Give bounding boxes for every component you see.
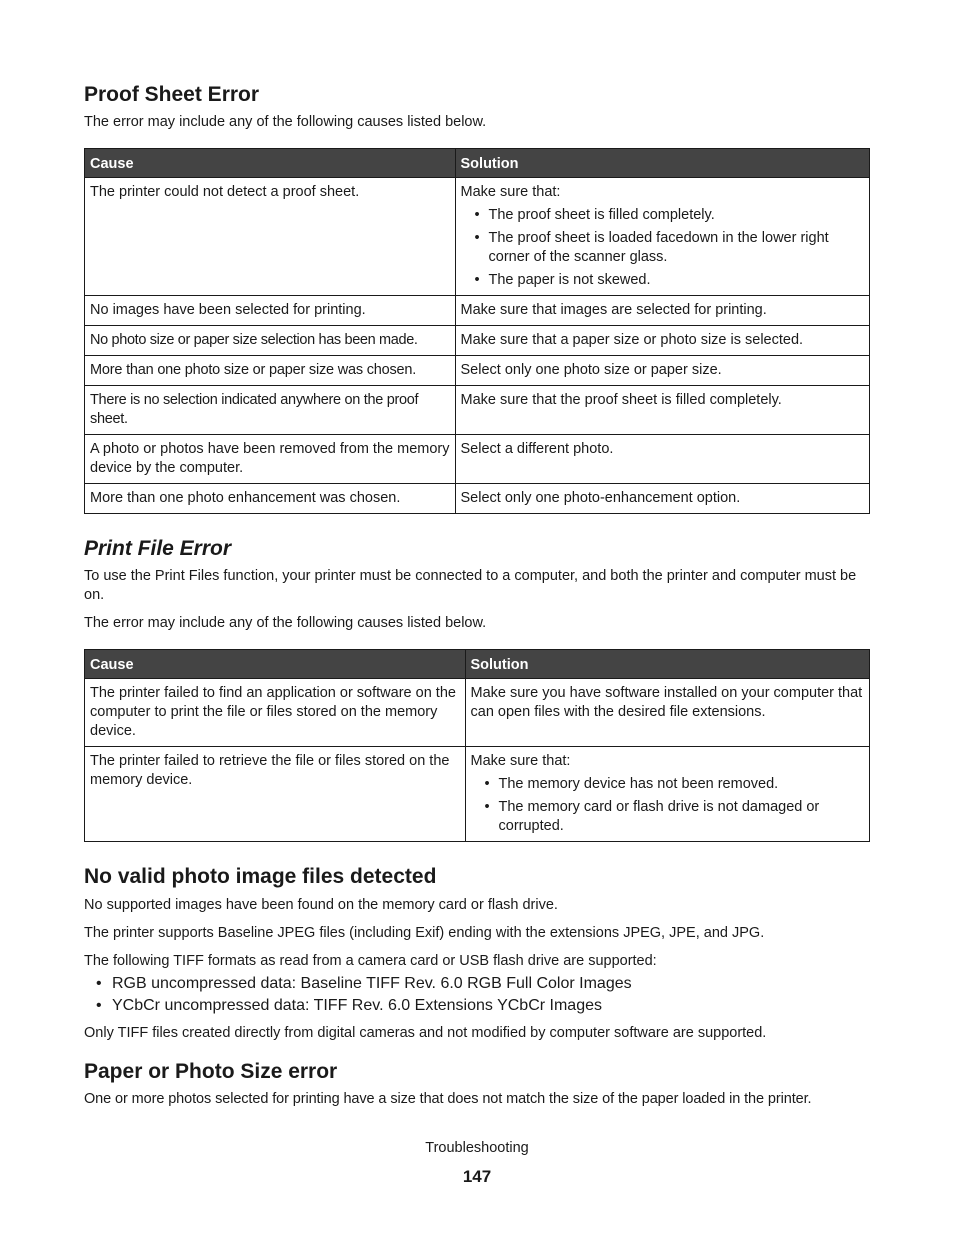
solution-text: Make sure that: xyxy=(470,753,571,770)
cause-cell: More than one photo size or paper size was chosen. xyxy=(85,356,456,386)
table-row xyxy=(85,326,870,356)
proof-sheet-table xyxy=(84,148,870,514)
solution-cell: Make sure that a paper size or photo size is selected. xyxy=(455,326,869,356)
table-row xyxy=(85,484,870,514)
tiff-format-list xyxy=(84,975,870,1015)
no-valid-para-3: The following TIFF formats as read from a camera card or USB flash drive are supported: xyxy=(84,952,657,969)
table-header-row xyxy=(85,149,870,178)
page-number: 147 xyxy=(462,1167,492,1186)
print-file-para-2: The error may include any of the following causes listed below. xyxy=(84,615,487,632)
no-valid-para-2: The printer supports Baseline JPEG files (including Exif) ending with the extensions JPEG, JPE, and JPG. xyxy=(84,924,765,941)
solution-header: Solution xyxy=(455,149,869,178)
solution-cell xyxy=(455,178,869,296)
solution-cell: Make sure that images are selected for printing. xyxy=(455,296,869,326)
list-item: • The proof sheet is filled completely. xyxy=(461,206,864,225)
proof-sheet-error-heading: Proof Sheet Error xyxy=(84,83,260,106)
solution-cell: Select a different photo. xyxy=(455,435,869,484)
list-item: • The memory card or flash drive is not damaged or corrupted. xyxy=(471,798,865,836)
table-row xyxy=(85,747,870,842)
cause-cell: The printer failed to retrieve the file or files stored on the memory device. xyxy=(85,747,466,842)
solution-cell: Make sure that the proof sheet is filled completely. xyxy=(455,386,869,435)
cause-header: Cause xyxy=(85,650,466,679)
print-file-error-heading: Print File Error xyxy=(84,537,232,561)
list-item: • The paper is not skewed. xyxy=(461,271,864,290)
solution-cell: Make sure you have software installed on your computer that can open files with the desired file extensions. xyxy=(465,679,870,747)
table-row xyxy=(85,435,870,484)
cause-cell: The printer failed to find an application or software on the computer to print the file or files stored on the memory device. xyxy=(85,679,466,747)
table-row xyxy=(85,356,870,386)
list-item: • The memory device has not been removed. xyxy=(471,775,865,794)
solution-cell: Select only one photo-enhancement option. xyxy=(455,484,869,514)
solution-header: Solution xyxy=(465,650,870,679)
list-item: • RGB uncompressed data: Baseline TIFF Rev. 6.0 RGB Full Color Images xyxy=(84,975,870,993)
solution-text: Make sure that: xyxy=(460,184,561,201)
table-row xyxy=(85,386,870,435)
cause-cell: No photo size or paper size selection has been made. xyxy=(85,326,456,356)
no-valid-para-4: Only TIFF files created directly from digital cameras and not modified by computer software are supported. xyxy=(84,1024,767,1041)
solution-bullet-list xyxy=(471,775,865,836)
table-row xyxy=(85,679,870,747)
footer-section-label: Troubleshooting xyxy=(425,1140,529,1156)
no-valid-para-1: No supported images have been found on the memory card or flash drive. xyxy=(84,896,558,913)
list-item: • The proof sheet is loaded facedown in the lower right corner of the scanner glass. xyxy=(461,229,864,267)
print-file-table xyxy=(84,649,870,842)
solution-cell xyxy=(465,747,870,842)
proof-sheet-intro: The error may include any of the following causes listed below. xyxy=(84,114,487,131)
cause-cell: More than one photo enhancement was chosen. xyxy=(85,484,456,514)
solution-bullet-list xyxy=(461,206,864,290)
table-row xyxy=(85,296,870,326)
print-file-para-1: To use the Print Files function, your printer must be connected to a computer, and both the printer and computer must be on. xyxy=(84,568,857,604)
cause-cell: No images have been selected for printing. xyxy=(85,296,456,326)
cause-cell: A photo or photos have been removed from the memory device by the computer. xyxy=(85,435,456,484)
table-header-row xyxy=(85,650,870,679)
cause-cell: There is no selection indicated anywhere on the proof sheet. xyxy=(85,386,456,435)
paper-photo-para-1: One or more photos selected for printing have a size that does not match the size of the paper loaded in the printer. xyxy=(84,1090,812,1107)
list-item: • YCbCr uncompressed data: TIFF Rev. 6.0 Extensions YCbCr Images xyxy=(84,997,870,1015)
cause-cell: The printer could not detect a proof sheet. xyxy=(85,178,456,296)
table-row xyxy=(85,178,870,296)
solution-cell: Select only one photo size or paper size. xyxy=(455,356,869,386)
no-valid-photo-heading: No valid photo image files detected xyxy=(84,865,437,889)
paper-photo-size-heading: Paper or Photo Size error xyxy=(84,1059,338,1083)
cause-header: Cause xyxy=(85,149,456,178)
page-content xyxy=(84,82,870,1118)
